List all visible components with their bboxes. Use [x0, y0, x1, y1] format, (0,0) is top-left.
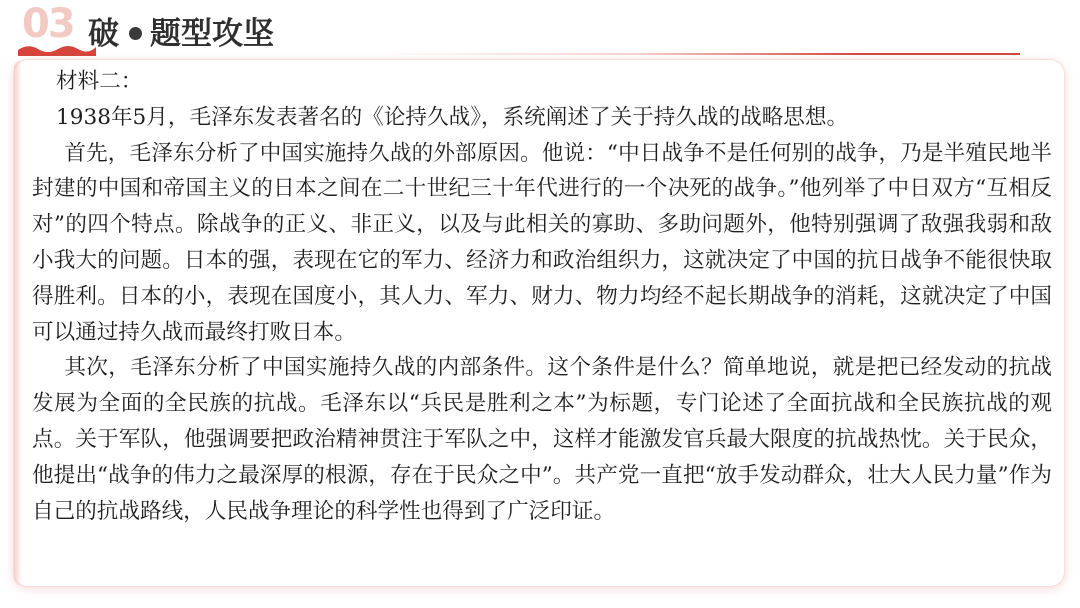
- header-divider: [380, 53, 1020, 55]
- section-title: [88, 14, 274, 54]
- bullet-dot-icon: [129, 27, 142, 40]
- paragraph-2: 首先，毛泽东分析了中国实施持久战的外部原因。他说：“中日战争不是任何别的战争，乃是半殖民地半封建的中国和帝国主义的日本之间在二十世纪三十年代进行的一个决死的战争。”他列举了中日双方“互相反对”的四个特点。除战争的正义、非正义，以及与此相关的寡助、多助问题外，他特别强调了敌强我弱和敌小我大的问题。日本的强，表现在它的军力、经济力和政治组织力，这就决定了中国的抗日战争不能很快取得胜利。日本的小，表现在国度小，其人力、军力、财力、物力均经不起长期战争的消耗，这就决定了中国可以通过持久战而最终打败日本。: [32, 140, 1052, 345]
- wave-decoration-icon: [18, 40, 96, 56]
- title-part-1: 破: [88, 16, 119, 52]
- material-content: [32, 64, 1052, 529]
- title-part-2: 题型攻坚: [150, 16, 274, 52]
- section-number: 03: [22, 1, 74, 47]
- card-left-edge: [14, 60, 22, 586]
- material-heading: 材料二：: [56, 69, 143, 94]
- paragraph-3: 其次，毛泽东分析了中国实施持久战的内部条件。这个条件是什么？简单地说，就是把已经发动的抗战发展为全面的全民族的抗战。毛泽东以“兵民是胜利之本”为标题，专门论述了全面抗战和全民族抗战的观点。关于军队，他强调要把政治精神贯注于军队之中，这样才能激发官兵最大限度的抗战热忱。关于民众，他提出“战争的伟力之最深厚的根源，存在于民众之中”。共产党一直把“放手发动群众，壮大人民力量”作为自己的抗战路线，人民战争理论的科学性也得到了广泛印证。: [32, 355, 1052, 524]
- paragraph-1: 1938年5月，毛泽东发表著名的《论持久战》，系统阐述了关于持久战的战略思想。: [56, 104, 849, 130]
